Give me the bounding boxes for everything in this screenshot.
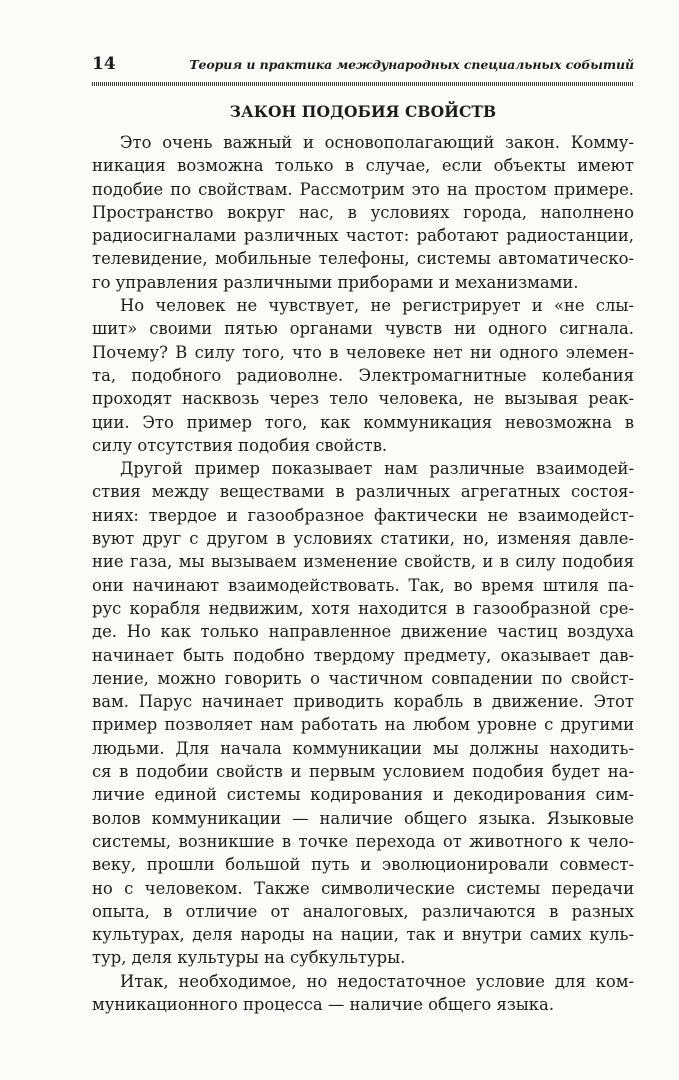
text-line: вам. Парус начинает приводить корабль в движение. Этот — [92, 692, 634, 712]
text-line: они начинают взаимодействовать. Так, во время штиля па- — [92, 575, 634, 595]
paragraph — [92, 970, 634, 1017]
text-line: культурах, деля народы на нации, так и внутри самих куль- — [92, 925, 634, 945]
text-line: Другой пример показывает нам различные взаимодей- — [120, 459, 634, 479]
text-line: начинает быть подобно твердому предмету, оказывает дав- — [92, 645, 634, 665]
text-line: та, подобного радиоволне. Электромагнитные колебания — [92, 365, 634, 385]
running-title: Теория и практика международных специальных событий — [189, 57, 634, 72]
text-line: проходят насквозь через тело человека, не вызывая реак- — [92, 389, 634, 409]
text-line: системы, возникшие в точке перехода от животного к чело- — [92, 831, 634, 851]
text-line: Пространство вокруг нас, в условиях города, наполнено — [92, 202, 634, 222]
text-line: го управления различными приборами и механизмами. — [92, 272, 579, 292]
text-line: Почему? В силу того, что в человеке нет ни одного элемен- — [92, 342, 634, 362]
text-line: опыта, в отличие от аналоговых, различаются в разных — [92, 901, 634, 921]
text-line: веку, прошли большой путь и эволюционировали совмест- — [92, 855, 634, 875]
paragraph — [92, 457, 634, 970]
text-line: рус корабля недвижим, хотя находится в газообразной сре- — [92, 598, 634, 618]
page-header — [92, 54, 634, 80]
page-number: 14 — [92, 54, 116, 74]
text-line: Но человек не чувствует, не регистрирует и «не слы- — [120, 296, 634, 316]
text-line: ся в подобии свойств и первым условием подобия будет на- — [92, 762, 634, 782]
text-line: де. Но как только направленное движение частиц воздуха — [92, 622, 634, 642]
text-line: Итак, необходимое, но недостаточное условие для ком- — [120, 971, 634, 991]
text-line: личие единой системы кодирования и декодирования сим- — [92, 785, 634, 805]
text-line: радиосигналами различных частот: работают радиостанции, — [92, 226, 634, 246]
section-title: ЗАКОН ПОДОБИЯ СВОЙСТВ — [229, 102, 497, 121]
text-line: тур, деля культуры на субкультуры. — [92, 948, 406, 968]
text-line: ление, можно говорить о частичном совпадении по свойст- — [92, 668, 634, 688]
header-rule — [92, 82, 634, 86]
text-line: телевидение, мобильные телефоны, системы автоматическо- — [92, 249, 634, 269]
text-line: ние газа, мы вызываем изменение свойств, и в силу подобия — [92, 552, 634, 572]
paragraph — [92, 131, 634, 294]
paragraph — [92, 294, 634, 457]
text-line: ции. Это пример того, как коммуникация невозможна в — [92, 412, 634, 432]
text-line: но с человеком. Также символические системы передачи — [92, 878, 634, 898]
text-line: вуют друг с другом в условиях статики, но, изменяя давле- — [92, 529, 634, 549]
text-line: людьми. Для начала коммуникации мы должны находить- — [92, 738, 634, 758]
text-line: ниях: твердое и газообразное фактически не взаимодейст- — [92, 505, 634, 525]
text-line: силу отсутствия подобия свойств. — [92, 435, 388, 455]
text-line: ствия между веществами в различных агрегатных состоя- — [92, 482, 634, 502]
text-line: подобие по свойствам. Рассмотрим это на простом примере. — [92, 179, 634, 199]
text-line: муникационного процесса — наличие общего языка. — [92, 994, 555, 1014]
text-line: волов коммуникации — наличие общего языка. Языковые — [92, 808, 634, 828]
text-line: Это очень важный и основополагающий закон. Комму- — [120, 133, 634, 152]
text-line: никация возможна только в случае, если объекты имеют — [92, 156, 634, 176]
text-line: пример позволяет нам работать на любом уровне с другими — [92, 715, 634, 735]
body-text — [92, 131, 634, 1016]
text-line: шит» своими пятью органами чувств ни одного сигнала. — [92, 319, 634, 339]
